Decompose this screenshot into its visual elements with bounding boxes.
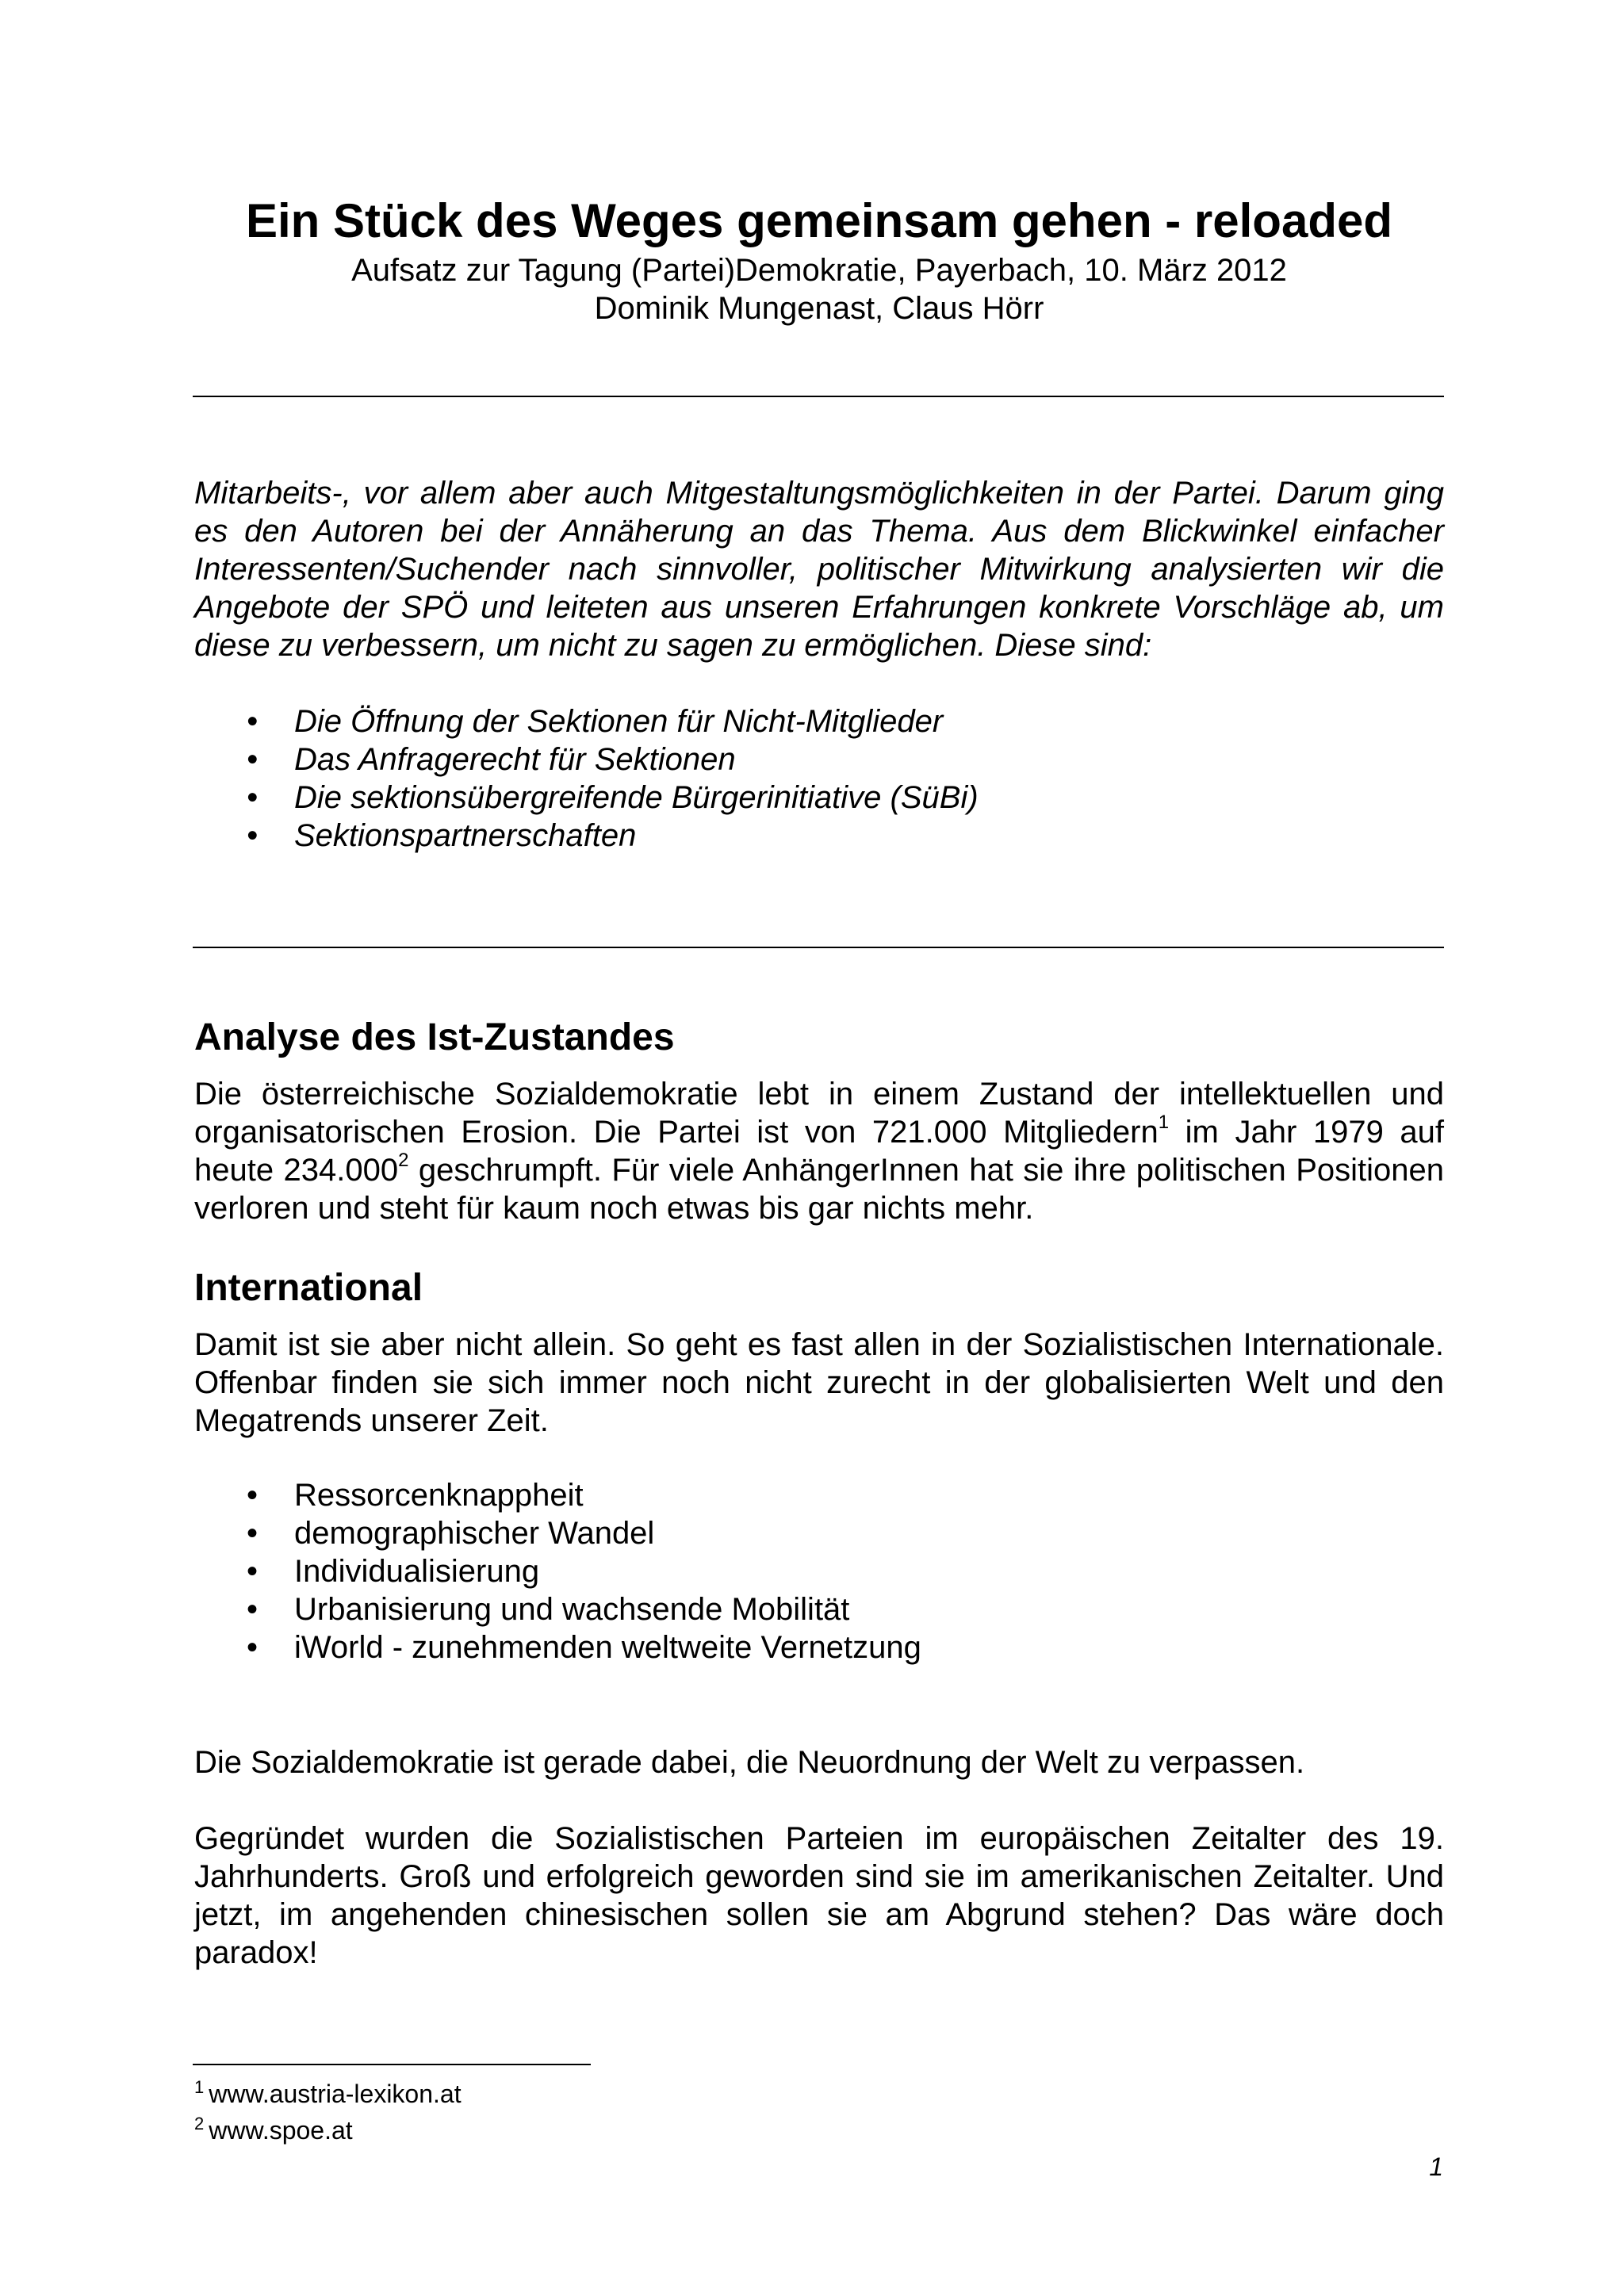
analyse-text-3: geschrumpft. Für viele AnhängerInnen hat sie ihre politischen Positionen verloren und steht für kaum noch etwas bis gar nichts mehr. <box>194 1153 1444 1226</box>
page-number: 1 <box>1429 2152 1443 2181</box>
document-authors: Dominik Mungenast, Claus Hörr <box>594 291 1044 326</box>
document-title: Ein Stück des Weges gemeinsam gehen - reloaded <box>245 194 1392 247</box>
list-item-text: Die sektionsübergreifende Bürgerinitiative (SüBi) <box>294 780 979 815</box>
footnotes <box>194 2077 1444 2150</box>
bullet-icon: • <box>247 1592 259 1627</box>
bullet-icon: • <box>247 1516 259 1551</box>
bullet-icon: • <box>247 704 259 739</box>
list-item-text: Ressorcenknappheit <box>294 1478 584 1513</box>
list-item-text: Urbanisierung und wachsende Mobilität <box>294 1592 850 1627</box>
section-divider <box>193 947 1444 948</box>
analyse-paragraph <box>194 1075 1444 1227</box>
bullet-icon: • <box>247 1554 259 1589</box>
megatrends-list <box>194 1476 1444 1667</box>
list-item-text: Das Anfragerecht für Sektionen <box>294 742 736 777</box>
bullet-icon: • <box>247 780 259 815</box>
list-item <box>194 817 1444 855</box>
list-item-text: Sektionspartnerschaften <box>294 818 637 853</box>
footnote-1 <box>194 2077 1444 2114</box>
footnote-2 <box>194 2114 1444 2150</box>
list-item <box>194 1476 1444 1514</box>
intro-paragraph: Mitarbeits-, vor allem aber auch Mitgestaltungsmöglichkeiten in der Partei. Darum ging es den Autoren bei der Annäherung an das Thema. Aus dem Blickwinkel einfacher Interessenten/Suchender nach sinnvoller, politischer Mitwirkung analysierten wir die Angebote der SPÖ und leiteten aus unseren Erfahrungen konkrete Vorschläge ab, um diese zu verbessern, um nicht zu sagen zu ermöglichen. Diese sind: <box>194 476 1444 663</box>
top-divider <box>193 396 1444 397</box>
proposal-list <box>194 702 1444 855</box>
list-item <box>194 1514 1444 1552</box>
bullet-icon: • <box>247 742 259 777</box>
sozialdemokratie-paragraph: Die Sozialdemokratie ist gerade dabei, die Neuordnung der Welt zu verpassen. <box>194 1745 1305 1780</box>
list-item-text: iWorld - zunehmenden weltweite Vernetzung <box>294 1630 921 1665</box>
footnote-divider <box>193 2064 591 2065</box>
list-item-text: demographischer Wandel <box>294 1516 655 1551</box>
bullet-icon: • <box>247 1478 259 1513</box>
analyse-text-1: Die österreichische Sozialdemokratie lebt in einem Zustand der intellektuellen und organisatorischen Erosion. Die Partei ist von 721.000 Mitgliedern <box>194 1077 1444 1150</box>
list-item-text: Die Öffnung der Sektionen für Nicht-Mitglieder <box>294 704 944 739</box>
footnote-link-spoe[interactable]: www.spoe.at <box>209 2116 353 2145</box>
list-item <box>194 779 1444 817</box>
bullet-icon: • <box>247 1630 259 1665</box>
list-item <box>194 740 1444 779</box>
list-item <box>194 1628 1444 1667</box>
list-item <box>194 1590 1444 1628</box>
footnote-number: 2 <box>194 2114 205 2133</box>
footnote-number: 1 <box>194 2077 205 2097</box>
analyse-heading: Analyse des Ist-Zustandes <box>194 1016 675 1058</box>
history-paragraph: Gegründet wurden die Sozialistischen Parteien im europäischen Zeitalter des 19. Jahrhunderts. Groß und erfolgreich geworden sind sie im amerikanischen Zeitalter. Und jetzt, im angehenden chinesischen sollen sie am Abgrund stehen? Das wäre doch paradox! <box>194 1821 1444 1970</box>
international-paragraph: Damit ist sie aber nicht allein. So geht es fast allen in der Sozialistischen Internationale. Offenbar finden sie sich immer noch nicht zurecht in der globalisierten Welt und den Megatrends unserer Zeit. <box>194 1327 1444 1438</box>
list-item-text: Individualisierung <box>294 1554 540 1589</box>
analyse-text-2: im Jahr 1979 auf heute 234.000 <box>194 1115 1444 1188</box>
list-item <box>194 702 1444 740</box>
bullet-icon: • <box>247 818 259 853</box>
footnote-ref-1: 1 <box>1158 1111 1170 1133</box>
international-heading: International <box>194 1267 423 1309</box>
footnote-link-austria-lexikon[interactable]: www.austria-lexikon.at <box>209 2080 462 2108</box>
list-item <box>194 1552 1444 1590</box>
document-subtitle: Aufsatz zur Tagung (Partei)Demokratie, Payerbach, 10. März 2012 <box>351 253 1287 288</box>
footnote-ref-2: 2 <box>398 1149 409 1171</box>
